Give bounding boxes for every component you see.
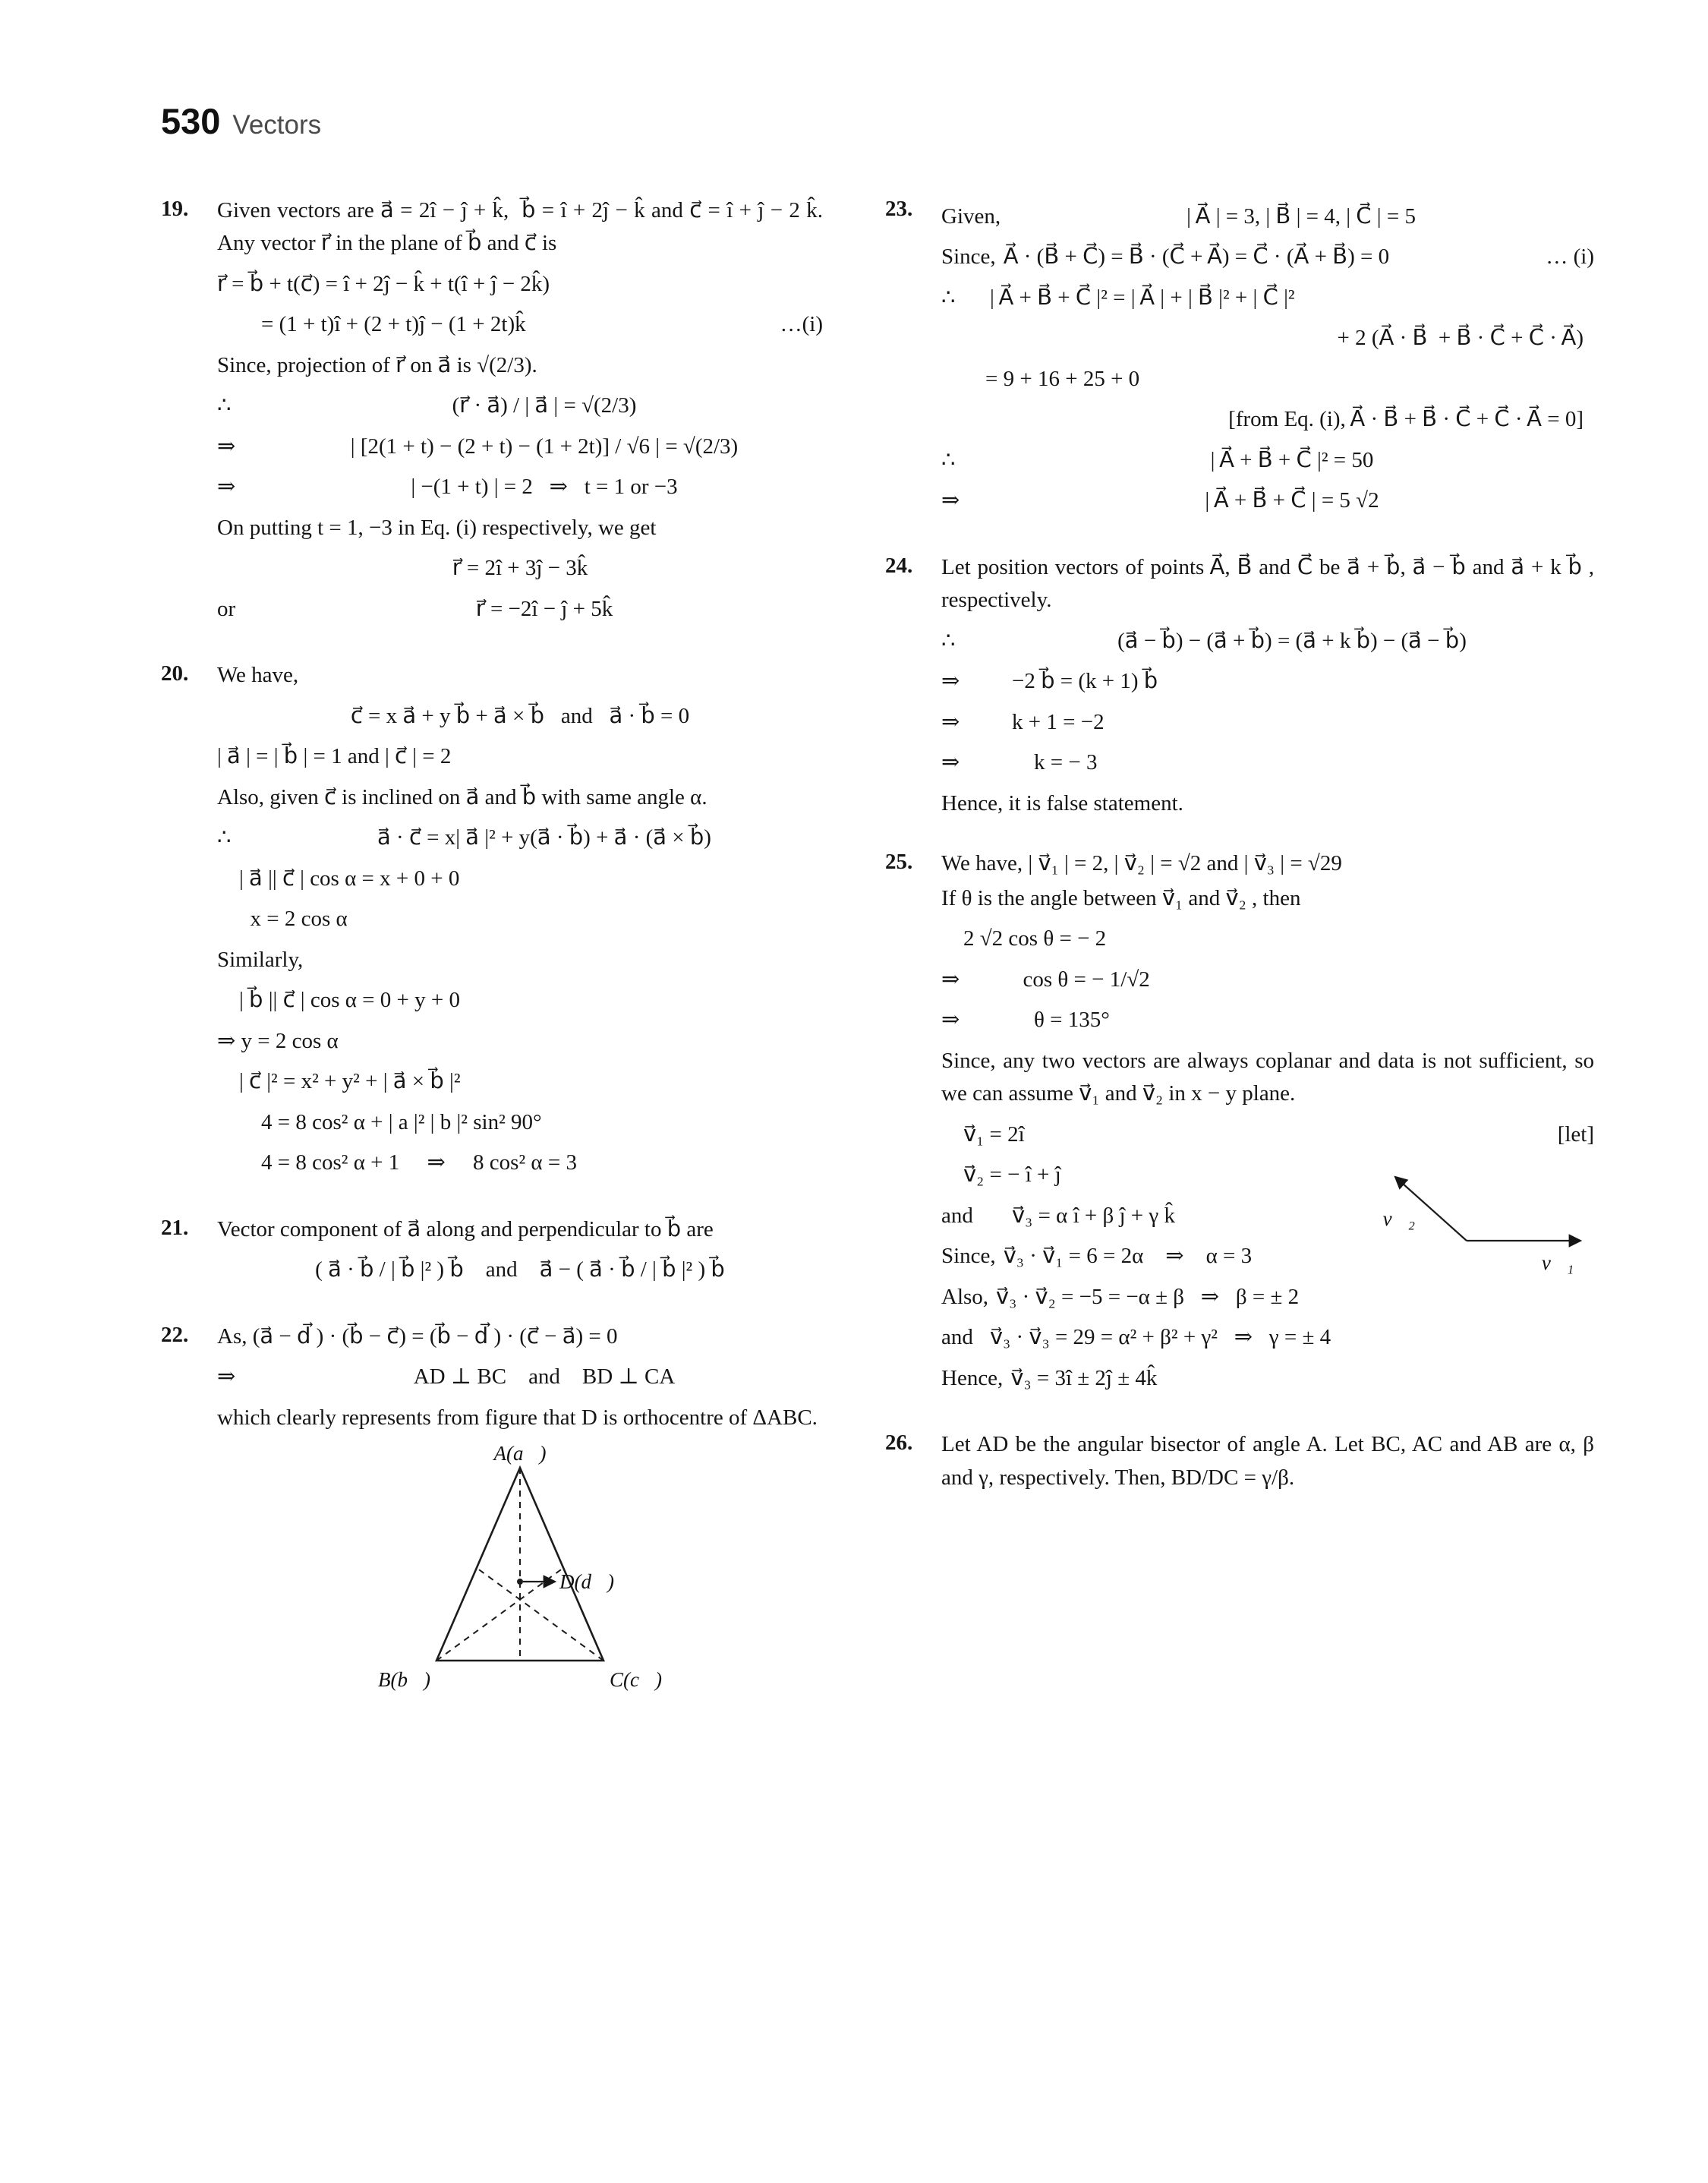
equation-line	[941, 1240, 1316, 1273]
line-text: k = − 3	[1034, 750, 1098, 774]
text-line	[217, 194, 827, 260]
line-text: We have,	[217, 663, 299, 687]
line-text: ( a⃗ · b⃗ / | b⃗ |² ) b⃗ and a⃗ − ( a⃗ · b⃗ / | b⃗ |² ) b⃗	[315, 1257, 725, 1282]
problem-24	[885, 550, 1600, 822]
problem-number: 25.	[885, 850, 913, 874]
left-column	[161, 193, 827, 1728]
line-text: v⃗₃ · v⃗₃ = 29 = α² + β² + γ² ⇒ γ = ± 4	[990, 1325, 1331, 1349]
line-text: On putting t = 1, −3 in Eq. (i) respectively, we get	[217, 515, 657, 540]
equation-line	[941, 1200, 1316, 1233]
line-text: | a⃗ || c⃗ | cos α = x + 0 + 0	[239, 866, 460, 891]
line-marker: ⇒	[217, 1364, 236, 1389]
problem-body	[217, 1319, 823, 1704]
line-text: We have, | v⃗₁ | = 2, | v⃗₂ | = √2 and | v⃗₃ | = √29	[941, 851, 1342, 875]
line-text: + 2 (A⃗ · B⃗ + B⃗ · C⃗ + C⃗ · A⃗)	[1337, 326, 1584, 350]
line-marker: or	[217, 596, 236, 621]
equation-line	[217, 471, 823, 504]
equation-line	[941, 706, 1594, 740]
problem-number: 23.	[885, 196, 913, 221]
line-text: 4 = 8 cos² α + 1 ⇒ 8 cos² α = 3	[261, 1150, 577, 1175]
equation-line	[941, 1281, 1316, 1314]
line-text: 4 = 8 cos² α + | a |² | b |² sin² 90°	[261, 1109, 542, 1134]
equation-line	[217, 593, 823, 626]
line-text: (r⃗ · a⃗) / | a⃗ | = √(2/3)	[452, 393, 637, 418]
v1-v2-plane-figure	[1330, 1162, 1594, 1292]
line-text: Also, given c⃗ is inclined on a⃗ and b⃗ with same angle α.	[217, 784, 707, 809]
orthocentre-point	[517, 1579, 523, 1585]
line-text: Since, projection of r⃗ on a⃗ is √(2/3).	[217, 352, 537, 377]
problem-body	[217, 1212, 823, 1295]
equation-line	[941, 625, 1594, 658]
orthocentre-triangle-figure	[217, 1445, 823, 1700]
text-line	[217, 781, 823, 815]
problem-number: 22.	[161, 1322, 189, 1347]
problem-22	[161, 1319, 823, 1704]
page-header	[161, 95, 1594, 149]
equation-line	[217, 740, 823, 774]
text-line	[941, 551, 1600, 617]
equation-line	[941, 241, 1594, 274]
line-text: v⃗₃ = α î + β ĵ + γ k̂	[1012, 1203, 1175, 1228]
equation-line	[217, 822, 823, 855]
triangle-diagram	[368, 1445, 672, 1700]
line-text: a⃗ · c⃗ = x| a⃗ |² + y(a⃗ · b⃗) + a⃗ · (a⃗ × b⃗)	[377, 825, 711, 850]
line-text: v⃗₁ = 2î	[963, 1121, 1025, 1147]
problem-number: 20.	[161, 661, 189, 686]
text-line	[217, 1320, 823, 1354]
line-text: Similarly,	[217, 947, 304, 972]
line-marker: Since,	[941, 1244, 996, 1268]
line-text: | a⃗ | = | b⃗ | = 1 and | c⃗ | = 2	[217, 744, 452, 768]
line-text: | c⃗ |² = x² + y² + | a⃗ × b⃗ |²	[239, 1069, 461, 1093]
problem-number: 26.	[885, 1431, 913, 1455]
line-text: [from Eq. (i), A⃗ · B⃗ + B⃗ · C⃗ + C⃗ · A⃗ = 0]	[1228, 407, 1584, 431]
right-column	[885, 193, 1600, 1728]
line-marker: ∴	[941, 628, 956, 653]
equation-line	[941, 964, 1594, 997]
line-text: r⃗ = 2î + 3ĵ − 3k̂	[452, 556, 588, 580]
line-text: Let AD be the angular bisector of angle A. Let BC, AC and AB are α, β and γ, respectively. Then, BD/DC = γ/β.	[941, 1432, 1600, 1490]
problem-body	[217, 658, 823, 1188]
equation-line	[217, 552, 823, 585]
equation-line	[941, 444, 1594, 478]
vector-label-v2: v⃗₂	[1382, 1207, 1415, 1230]
line-note: … (i)	[1546, 244, 1594, 269]
text-line	[941, 882, 1594, 916]
equation-line	[941, 1321, 1594, 1355]
equation-line	[941, 665, 1594, 699]
problem-number: 19.	[161, 196, 189, 221]
problem-19	[161, 193, 827, 634]
line-text: | A⃗ | = 3, | B⃗ | = 4, | C⃗ | = 5	[1186, 203, 1416, 229]
text-line	[217, 944, 823, 977]
equation-line	[941, 322, 1594, 355]
equation-line	[217, 1065, 823, 1099]
line-text: v⃗₂ = − î + ĵ	[963, 1162, 1061, 1187]
line-text: | −(1 + t) | = 2 ⇒ t = 1 or −3	[411, 475, 678, 499]
line-marker: and	[941, 1203, 973, 1228]
equation-line	[217, 308, 823, 342]
equation-line	[217, 1361, 823, 1394]
text-line	[941, 1428, 1600, 1494]
text-line	[941, 1045, 1600, 1111]
line-marker: ⇒	[941, 488, 960, 513]
line-text: Vector component of a⃗ along and perpendicular to b⃗ are	[217, 1216, 714, 1241]
line-text: | b⃗ || c⃗ | cos α = 0 + y + 0	[239, 988, 460, 1012]
line-marker: ⇒	[941, 669, 960, 693]
vertex-label-a: A(a⃗)	[493, 1445, 547, 1465]
text-line	[217, 659, 823, 692]
problem-23	[885, 193, 1594, 525]
problem-26	[885, 1427, 1600, 1496]
line-text: ⇒ y = 2 cos α	[217, 1028, 339, 1053]
line-marker: ⇒	[941, 709, 960, 734]
line-text: If θ is the angle between v⃗₁ and v⃗₂ , then	[941, 885, 1301, 910]
equation-line	[217, 903, 823, 936]
equation-line	[217, 431, 823, 464]
line-text: −2 b⃗ = (k + 1) b⃗	[1012, 669, 1158, 693]
equation-line	[941, 403, 1594, 437]
text-line	[217, 1213, 823, 1247]
vector-label-v1: v⃗₁	[1541, 1251, 1574, 1274]
line-marker: Hence,	[941, 1365, 1004, 1390]
line-marker: and	[941, 1325, 973, 1349]
line-text: = (1 + t)î + (2 + t)ĵ − (1 + 2t)k̂	[261, 312, 526, 336]
line-marker: ∴	[941, 447, 956, 472]
line-text: 2 √2 cos θ = − 2	[963, 926, 1107, 951]
line-text: | A⃗ + B⃗ + C⃗ |² = | A⃗ | + | B⃗ |² + | C⃗ |²	[990, 285, 1295, 310]
line-text: | A⃗ + B⃗ + C⃗ | = 5 √2	[1205, 488, 1379, 513]
equation-line	[217, 984, 823, 1017]
problem-body	[941, 846, 1600, 1402]
problem-body	[217, 193, 827, 634]
problem-body	[941, 193, 1594, 525]
page-number: 530	[161, 101, 221, 141]
line-text: | [2(1 + t) − (2 + t) − (1 + 2t)] / √6 | = √(2/3)	[350, 434, 739, 459]
problem-21	[161, 1212, 823, 1295]
line-text: (a⃗ − b⃗) − (a⃗ + b⃗) = (a⃗ + k b⃗) − (a⃗ − b⃗)	[1117, 628, 1467, 653]
equation-line	[217, 1106, 823, 1140]
text-line	[941, 847, 1594, 881]
line-text: A⃗ · (B⃗ + C⃗) = B⃗ · (C⃗ + A⃗) = C⃗ · (A⃗ + B⃗) = 0	[1003, 244, 1390, 269]
line-text: cos θ = − 1/√2	[1023, 967, 1150, 992]
problem-number: 24.	[885, 553, 913, 578]
problem-20	[161, 658, 823, 1188]
line-text: which clearly represents from figure that D is orthocentre of ΔABC.	[217, 1405, 818, 1430]
equation-line	[217, 700, 823, 733]
equation-line	[941, 746, 1594, 780]
equation-line	[941, 1159, 1316, 1192]
line-marker: ⇒	[941, 967, 960, 992]
line-text: θ = 135°	[1034, 1008, 1110, 1032]
problem-body	[941, 1427, 1600, 1496]
line-note: …(i)	[780, 312, 823, 336]
problem-25	[885, 846, 1600, 1402]
problem-number: 21.	[161, 1215, 189, 1240]
equation-line	[941, 1004, 1594, 1037]
line-text: c⃗ = x a⃗ + y b⃗ + a⃗ × b⃗ and a⃗ · b⃗ = 0	[350, 703, 690, 728]
point-label-d: D(d⃗)	[559, 1570, 614, 1593]
line-text: v⃗₃ · v⃗₂ = −5 = −α ± β ⇒ β = ± 2	[996, 1284, 1300, 1309]
line-text: k + 1 = −2	[1012, 709, 1105, 734]
line-text: Hence, it is false statement.	[941, 790, 1183, 815]
line-text: v⃗₃ · v⃗₁ = 6 = 2α ⇒ α = 3	[1003, 1244, 1253, 1268]
line-marker: Since,	[941, 244, 996, 269]
line-text: | A⃗ + B⃗ + C⃗ |² = 50	[1210, 447, 1374, 472]
line-marker: ∴	[217, 825, 232, 850]
line-text: Since, any two vectors are always coplanar and data is not sufficient, so we can assume v⃗₁ and v⃗₂ in x − y plane.	[941, 1048, 1600, 1106]
line-marker: ∴	[941, 285, 956, 310]
line-text: Given vectors are a⃗ = 2î − ĵ + k̂, b⃗ = î + 2ĵ − k̂ and c⃗ = î + ĵ − 2 k̂. Any vector r⃗ in the plane of b⃗ and c⃗ is	[217, 197, 827, 255]
line-marker: ⇒	[941, 1008, 960, 1032]
line-text: x = 2 cos α	[250, 907, 348, 931]
problem-body	[941, 550, 1600, 822]
equation-line	[941, 1362, 1594, 1396]
line-text: = 9 + 16 + 25 + 0	[985, 366, 1140, 391]
equation-line	[217, 268, 823, 301]
line-text: As, (a⃗ − d⃗ ) · (b⃗ − c⃗) = (b⃗ − d⃗ ) · (c⃗ − a⃗) = 0	[217, 1323, 618, 1349]
vectors-diagram	[1330, 1162, 1594, 1282]
equation-line	[217, 863, 823, 896]
equation-line	[941, 484, 1594, 518]
equation-line	[941, 1118, 1594, 1152]
line-text: r⃗ = −2î − ĵ + 5k̂	[475, 596, 613, 621]
equation-line	[941, 363, 1594, 396]
text-line	[217, 349, 823, 383]
equation-line	[217, 390, 823, 423]
equation-line	[217, 1025, 823, 1058]
vertex-label-b: B(b⃗)	[378, 1668, 430, 1691]
equation-line	[217, 1254, 823, 1287]
section-title: Vectors	[232, 110, 322, 140]
vertex-label-c: C(c⃗)	[610, 1668, 662, 1691]
text-line	[217, 1402, 823, 1435]
equation-line	[941, 923, 1594, 956]
equation-line	[941, 200, 1594, 234]
line-marker: ∴	[217, 393, 232, 418]
line-note: [let]	[1557, 1121, 1594, 1147]
text-line	[941, 787, 1594, 821]
equation-line	[941, 282, 1594, 315]
line-marker: Also,	[941, 1284, 989, 1309]
two-column-layout	[161, 193, 1600, 1728]
line-marker: Given,	[941, 203, 1001, 229]
line-marker: ⇒	[941, 750, 960, 774]
equation-line	[217, 1147, 823, 1180]
line-marker: ⇒	[217, 475, 236, 499]
line-marker: ⇒	[217, 434, 236, 459]
text-line	[217, 512, 823, 545]
line-text: Let position vectors of points A⃗, B⃗ and C⃗ be a⃗ + b⃗, a⃗ − b⃗ and a⃗ + k b⃗ , respectively.	[941, 554, 1600, 612]
line-text: v⃗₃ = 3î ± 2ĵ ± 4k̂	[1010, 1365, 1158, 1390]
line-text: r⃗ = b⃗ + t(c⃗) = î + 2ĵ − k̂ + t(î + ĵ − 2k̂)	[217, 271, 550, 296]
line-text: AD ⊥ BC and BD ⊥ CA	[413, 1364, 676, 1389]
